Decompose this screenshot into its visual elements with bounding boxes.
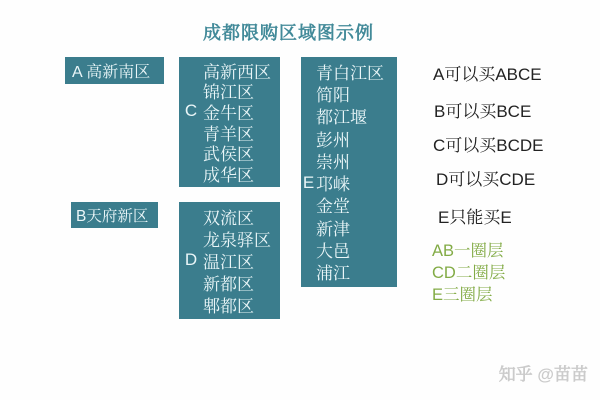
district-row (301, 127, 397, 149)
district-row (179, 205, 280, 227)
zone-a-label: A 高新南区 (72, 64, 151, 81)
district-row (301, 60, 397, 82)
district-name: 高新西区 (203, 62, 271, 82)
zone-e-letter: E (302, 172, 315, 192)
district-row (301, 171, 397, 193)
district-name: 金牛区 (203, 103, 254, 123)
district-name: 彭州 (316, 130, 350, 150)
district-row (301, 82, 397, 104)
tier-e-text: E三圈层 (432, 286, 493, 304)
rule-c-text: C可以买BCDE (433, 136, 544, 155)
district-row (179, 163, 280, 184)
district-name: 双流区 (203, 208, 254, 228)
rule-e-text: E只能买E (438, 208, 512, 227)
district-name: 金堂 (316, 197, 350, 217)
district-name: 成华区 (203, 165, 254, 185)
district-row (301, 105, 397, 127)
district-row (301, 194, 397, 216)
zone-b-label: B天府新区 (76, 208, 149, 225)
tier-cd-text: CD二圈层 (432, 264, 506, 282)
district-name: 新津 (316, 219, 350, 239)
zone-d-box (179, 202, 280, 319)
tier-ab-text: AB一圈层 (432, 242, 504, 260)
district-name: 大邑 (316, 242, 350, 262)
district-row (179, 227, 280, 249)
zone-b-box (71, 202, 158, 228)
district-name: 新都区 (203, 275, 254, 295)
district-name: 青白江区 (316, 63, 384, 83)
district-name: 郫都区 (203, 297, 254, 317)
district-row (301, 216, 397, 238)
district-name: 武侯区 (203, 145, 254, 165)
watermark: 知乎 @苗苗 (498, 365, 588, 384)
zone-d-letter: D (184, 250, 198, 270)
district-row (301, 149, 397, 171)
district-name: 邛崃 (316, 175, 350, 195)
zone-a-box (65, 57, 164, 84)
zone-e-box (301, 57, 397, 287)
district-row (301, 261, 397, 283)
district-name: 龙泉驿区 (203, 230, 271, 250)
district-name: 温江区 (203, 252, 254, 272)
district-name: 青羊区 (203, 124, 254, 144)
district-row (179, 249, 280, 271)
rule-a-text: A可以买ABCE (433, 65, 542, 84)
rule-b-text: B可以买BCE (434, 102, 532, 121)
district-row (179, 272, 280, 294)
district-name: 浦江 (316, 264, 350, 284)
rule-d-text: D可以买CDE (436, 170, 536, 189)
district-name: 都江堰 (316, 108, 367, 128)
district-row (301, 238, 397, 260)
district-name: 崇州 (316, 152, 350, 172)
zone-c-letter: C (184, 101, 198, 121)
district-row (179, 294, 280, 316)
district-name: 简阳 (316, 85, 350, 105)
zone-c-box (179, 57, 280, 187)
district-name: 锦江区 (203, 83, 254, 103)
page-title: 成都限购区域图示例 (203, 23, 374, 43)
